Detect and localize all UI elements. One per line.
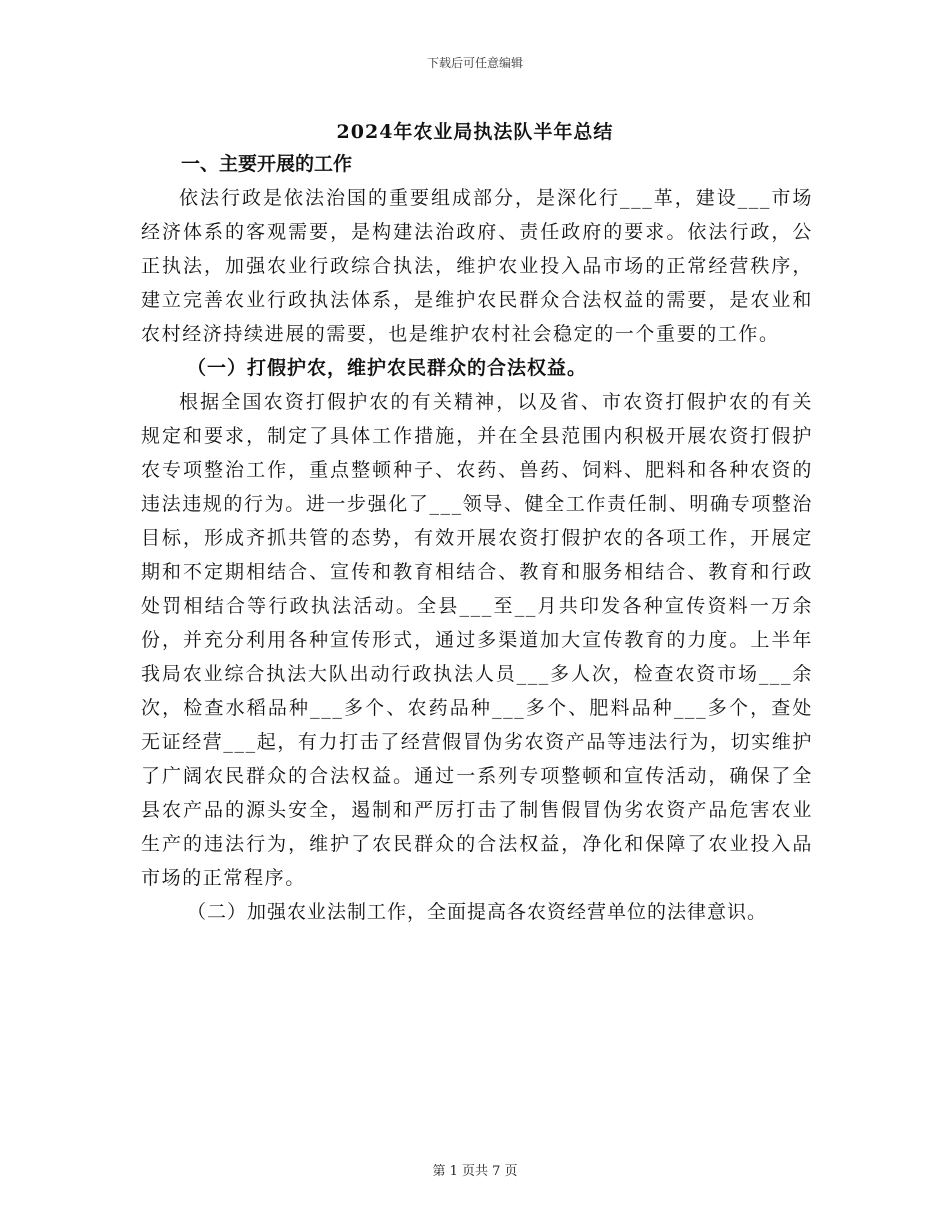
page-indicator: 第 1 页共 7 页 [432, 1164, 518, 1179]
document-title: 2024年农业局执法队半年总结 [336, 121, 614, 143]
intro-paragraph: 依法行政是依法治国的重要组成部分，是深化行___革，建设___市场经济体系的客观需要，是构建法治政府、责任政府的要求。依法行政，公正执法，加强农业行政综合执法，维护农业投入品市场的正常经营秩序，建立完善农业行政执法体系，是维护农民群众合法权益的需要，是农业和农村经济持续进展的需要，也是维护农村社会稳定的一个重要的工作。 [141, 187, 813, 345]
subsection-paragraph: 根据全国农资打假护农的有关精神，以及省、市农资打假护农的有关规定和要求，制定了具体工作措施，并在全县范围内积极开展农资打假护农专项整治工作，重点整顿种子、农药、兽药、饲料、肥料和各种农资的违法违规的行为。进一步强化了___领导、健全工作责任制、明确专项整治目标，形成齐抓共管的态势，有效开展农资打假护农的各项工作，开展定期和不定期相结合、宣传和教育相结合、教育和服务相结合、教育和行政处罚相结合等行政执法活动。全县___至__月共印发各种宣传资料一万余份，并充分利用各种宣传形式，通过多渠道加大宣传教育的力度。上半年我局农业综合执法大队出动行政执法人员___多人次，检查农资市场___余次，检查水稻品种___多个、农药品种___多个、肥料品种___多个，查处无证经营___起，有力打击了经营假冒伪劣农资产品等违法行为，切实维护了广阔农民群众的合法权益。通过一系列专项整顿和宣传活动，确保了全县农产品的源头安全，遏制和严厉打击了制售假冒伪劣农资产品危害农业生产的违法行为，维护了农民群众的合法权益，净化和保障了农业投入品市场的正常程序。 [141, 391, 813, 889]
header-note: 下载后可任意编辑 [426, 56, 523, 70]
subsection-heading: （二）加强农业法制工作，全面提高各农资经营单位的法律意识。 [187, 901, 768, 923]
subsection-heading: （一）打假护农，维护农民群众的合法权益。 [187, 357, 588, 379]
section-heading: 一、主要开展的工作 [181, 153, 353, 175]
document-body [141, 147, 813, 929]
